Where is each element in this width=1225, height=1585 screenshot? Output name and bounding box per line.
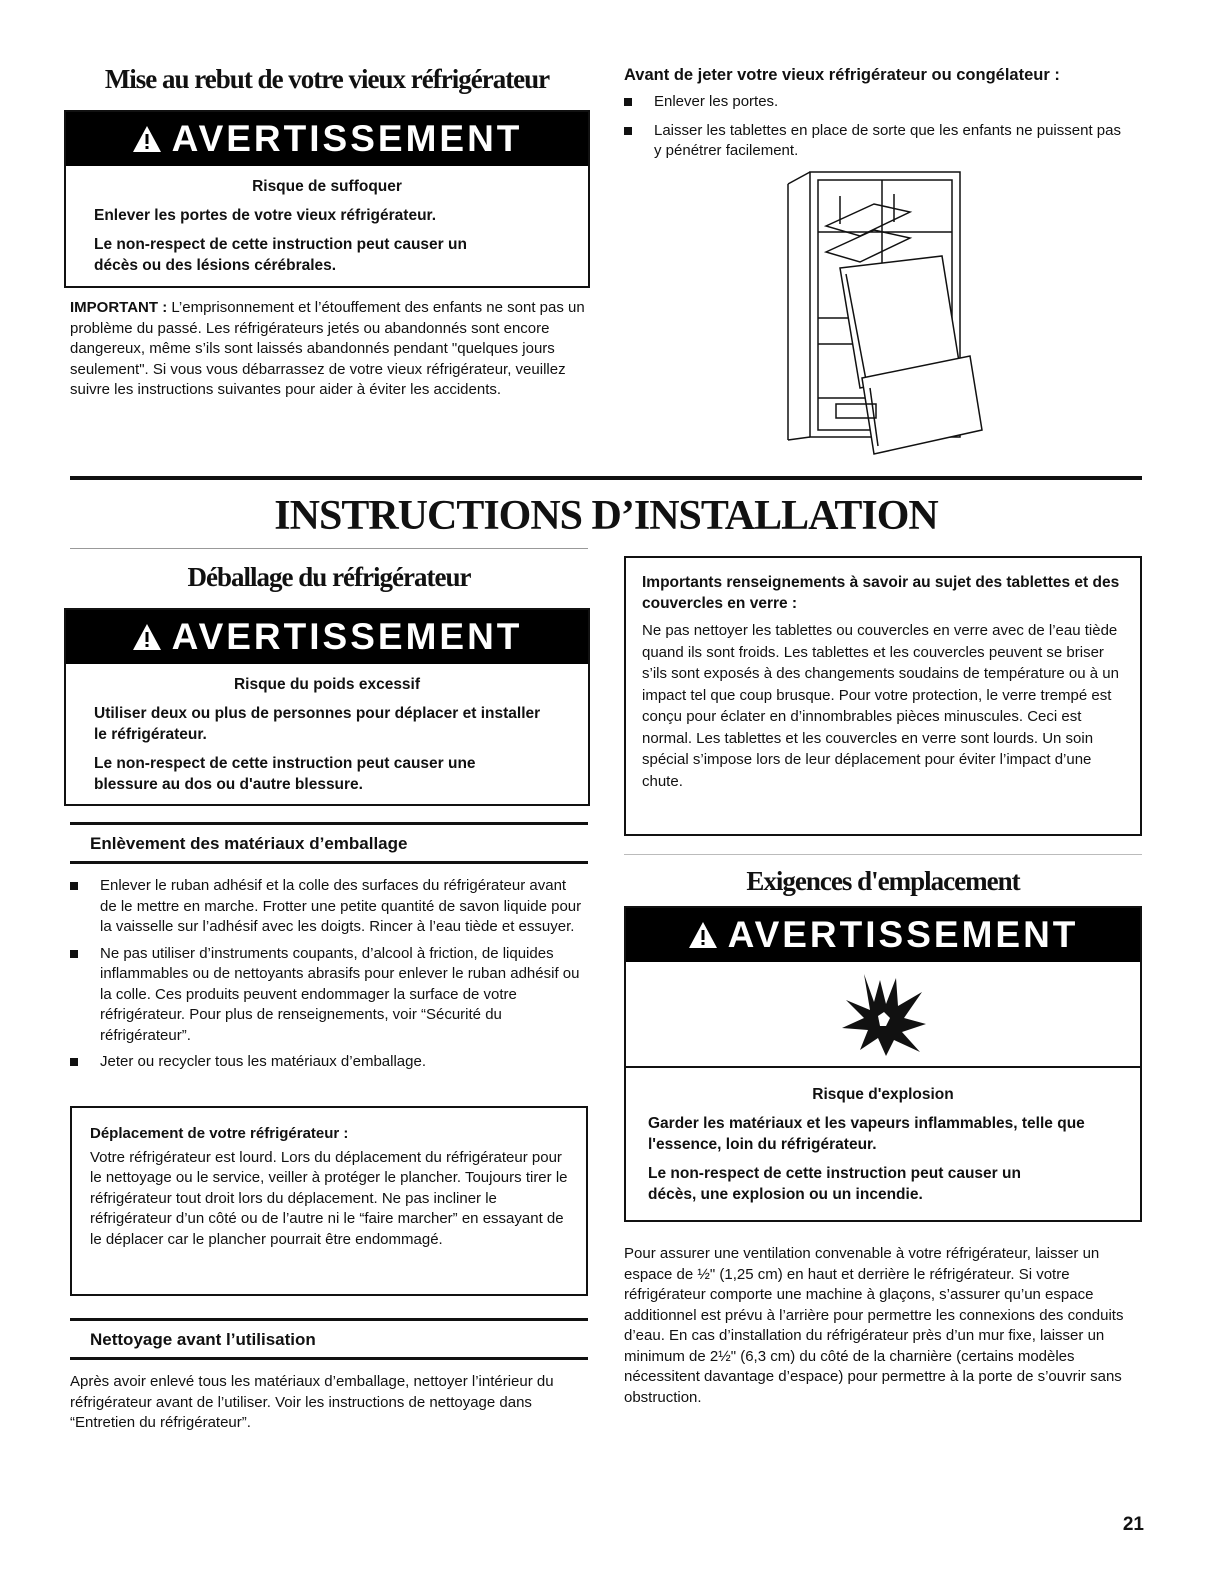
- unpacking-divider: [70, 548, 588, 549]
- removal-heading: Enlèvement des matériaux d’emballage: [90, 834, 408, 853]
- bullet-square-icon: [70, 950, 78, 958]
- warning-risk: Risque d'explosion: [812, 1086, 954, 1103]
- main-title: INSTRUCTIONS D’INSTALLATION: [274, 493, 938, 539]
- warning-body: [66, 166, 588, 294]
- warning-consequence: Le non-respect de cette instruction peut causer une blessure au dos ou d'autre blessure.: [94, 755, 476, 793]
- list-item: Laisser les tablettes en place de sorte que les enfants ne puissent pas y pénétrer facilement.: [624, 121, 1124, 162]
- warning-body: [66, 664, 588, 813]
- glass-heading: Importants renseignements à savoir au sujet des tablettes et des couvercles en verre :: [642, 574, 1120, 612]
- warning-header: [66, 610, 588, 664]
- location-text: Pour assurer une ventilation convenable à votre réfrigérateur, laisser un espace de ½" (1,25 cm) en haut et derrière le réfrigérateur. Si votre réfrigérateur comporte une machine à glaçons, s’assurer qu’un espace additionnel est prévu à l’arrière pour permettre les connexions des conduits d’eau. En cas d’installation du réfrigérateur près d’un mur fixe, laisser un minimum de 2½" (6,3 cm) du côté de la charnière (certains modèles nécessitent davantage d’espace) pour permettre à la porte de s’ouvrir sans obstruction.: [624, 1245, 1124, 1406]
- page-number: 21: [1122, 1514, 1144, 1535]
- warning-instruction: Utiliser deux ou plus de personnes pour déplacer et installer le réfrigérateur.: [94, 705, 541, 743]
- warning-consequence: Le non-respect de cette instruction peut causer un décès ou des lésions cérébrales.: [94, 236, 467, 274]
- bullet-square-icon: [624, 98, 632, 106]
- weight-warning-box: [64, 608, 590, 806]
- warning-header-label: AVERTISSEMENT: [727, 914, 1079, 955]
- warning-risk: Risque du poids excessif: [233, 676, 421, 693]
- warning-triangle-icon: [688, 921, 718, 949]
- cleaning-bottom-rule: [70, 1357, 588, 1360]
- unpacking-title: Déballage du réfrigérateur: [187, 562, 471, 592]
- refrigerator-doors-removed-icon: [782, 168, 992, 458]
- removal-bottom-rule: [70, 861, 588, 864]
- warning-triangle-icon: [132, 623, 162, 651]
- title-top-rule: [70, 476, 1142, 480]
- warning-header: [626, 908, 1140, 962]
- list-item: Jeter ou recycler tous les matériaux d’emballage.: [70, 1052, 586, 1073]
- glass-info-box: [624, 556, 1142, 836]
- location-title: Exigences d'emplacement: [746, 866, 1020, 896]
- important-label: IMPORTANT :: [70, 299, 168, 316]
- cleaning-text: Après avoir enlevé tous les matériaux d’emballage, nettoyer l’intérieur du réfrigérateur avant de l’utiliser. Voir les instructions de nettoyage dans “Entretien du réfrigérateur”.: [70, 1373, 554, 1431]
- warning-body: [626, 1068, 1140, 1223]
- glass-text: Ne pas nettoyer les tablettes ou couvercles en verre avec de l’eau tiède quand ils sont froids. Les tablettes et les couvercles peuvent se briser s’ils sont exposés à des changements soudains de température ou à un impact tel que coup brusque. Pour votre protection, le verre trempé est conçu pour éclater en d’innombrables pièces minuscules. Ceci est normal. Les tablettes et les couvercles en verre sont lourds. Un soin spécial s’impose lors de leur déplacement pour éviter l’impact d’une chute.: [642, 622, 1119, 790]
- disposal-title: Mise au rebut de votre vieux réfrigérateur: [104, 64, 550, 94]
- before-disposal-list: [624, 92, 1124, 168]
- list-item: Enlever le ruban adhésif et la colle des surfaces du réfrigérateur avant de le mettre en marche. Frotter une petite quantité de savon liquide pour la vaisselle sur l’adhésif avec les doigts. Rincer à l’eau tiède et essuyer.: [70, 876, 586, 938]
- warning-triangle-icon: [132, 125, 162, 153]
- cleaning-top-rule: [70, 1318, 588, 1321]
- suffocation-warning-box: [64, 110, 590, 288]
- warning-risk: Risque de suffoquer: [252, 178, 402, 195]
- warning-header: [66, 112, 588, 166]
- bullet-square-icon: [70, 1058, 78, 1066]
- bullet-square-icon: [70, 882, 78, 890]
- list-item: Enlever les portes.: [624, 92, 1124, 113]
- removal-list: [70, 876, 586, 1079]
- bullet-square-icon: [624, 127, 632, 135]
- warning-header-label: AVERTISSEMENT: [171, 616, 523, 657]
- removal-top-rule: [70, 822, 588, 825]
- important-text: L’emprisonnement et l’étouffement des enfants ne sont pas un problème du passé. Les réfrigérateurs jetés ou abandonnés sont encore dangereux, même s’ils sont laissés abandonnés pendant "quelques jours seulement". Si vous vous débarrassez de votre vieux réfrigérateur, veuillez suivre les instructions suivantes pour aider à éviter les accidents.: [70, 299, 585, 398]
- before-disposal-heading: Avant de jeter votre vieux réfrigérateur ou congélateur :: [624, 66, 1060, 84]
- list-item: Ne pas utiliser d’instruments coupants, d’alcool à friction, de liquides inflammables ou de nettoyants abrasifs pour enlever le ruban adhésif ou la colle. Ces produits peuvent endommager la surface de votre réfrigérateur. Pour plus de renseignements, voir “Sécurité du réfrigérateur”.: [70, 944, 586, 1047]
- moving-text: Votre réfrigérateur est lourd. Lors du déplacement du réfrigérateur pour le nettoyage ou le service, veiller à protéger le plancher. Toujours tirer le réfrigérateur tout droit lors du déplacement. Ne pas incliner le réfrigérateur d’un côté ou de l’autre ni le “faire marcher” en essayant de le déplacer car le plancher pourrait être endommagé.: [90, 1148, 568, 1248]
- warning-instruction: Garder les matériaux et les vapeurs inflammables, telle que l'essence, loin du réfrigérateur.: [648, 1115, 1085, 1153]
- cleaning-heading: Nettoyage avant l’utilisation: [90, 1330, 316, 1349]
- moving-heading: Déplacement de votre réfrigérateur :: [90, 1125, 349, 1142]
- explosion-icon-panel: [626, 962, 1140, 1068]
- important-paragraph: [70, 298, 588, 401]
- location-divider: [624, 854, 1142, 855]
- explosion-warning-box: [624, 906, 1142, 1222]
- explosion-icon: [838, 972, 928, 1056]
- warning-consequence: Le non-respect de cette instruction peut causer un décès, une explosion ou un incendie.: [648, 1165, 1021, 1203]
- moving-info-box: [70, 1106, 588, 1296]
- warning-header-label: AVERTISSEMENT: [171, 118, 523, 159]
- warning-instruction: Enlever les portes de votre vieux réfrigérateur.: [94, 207, 437, 224]
